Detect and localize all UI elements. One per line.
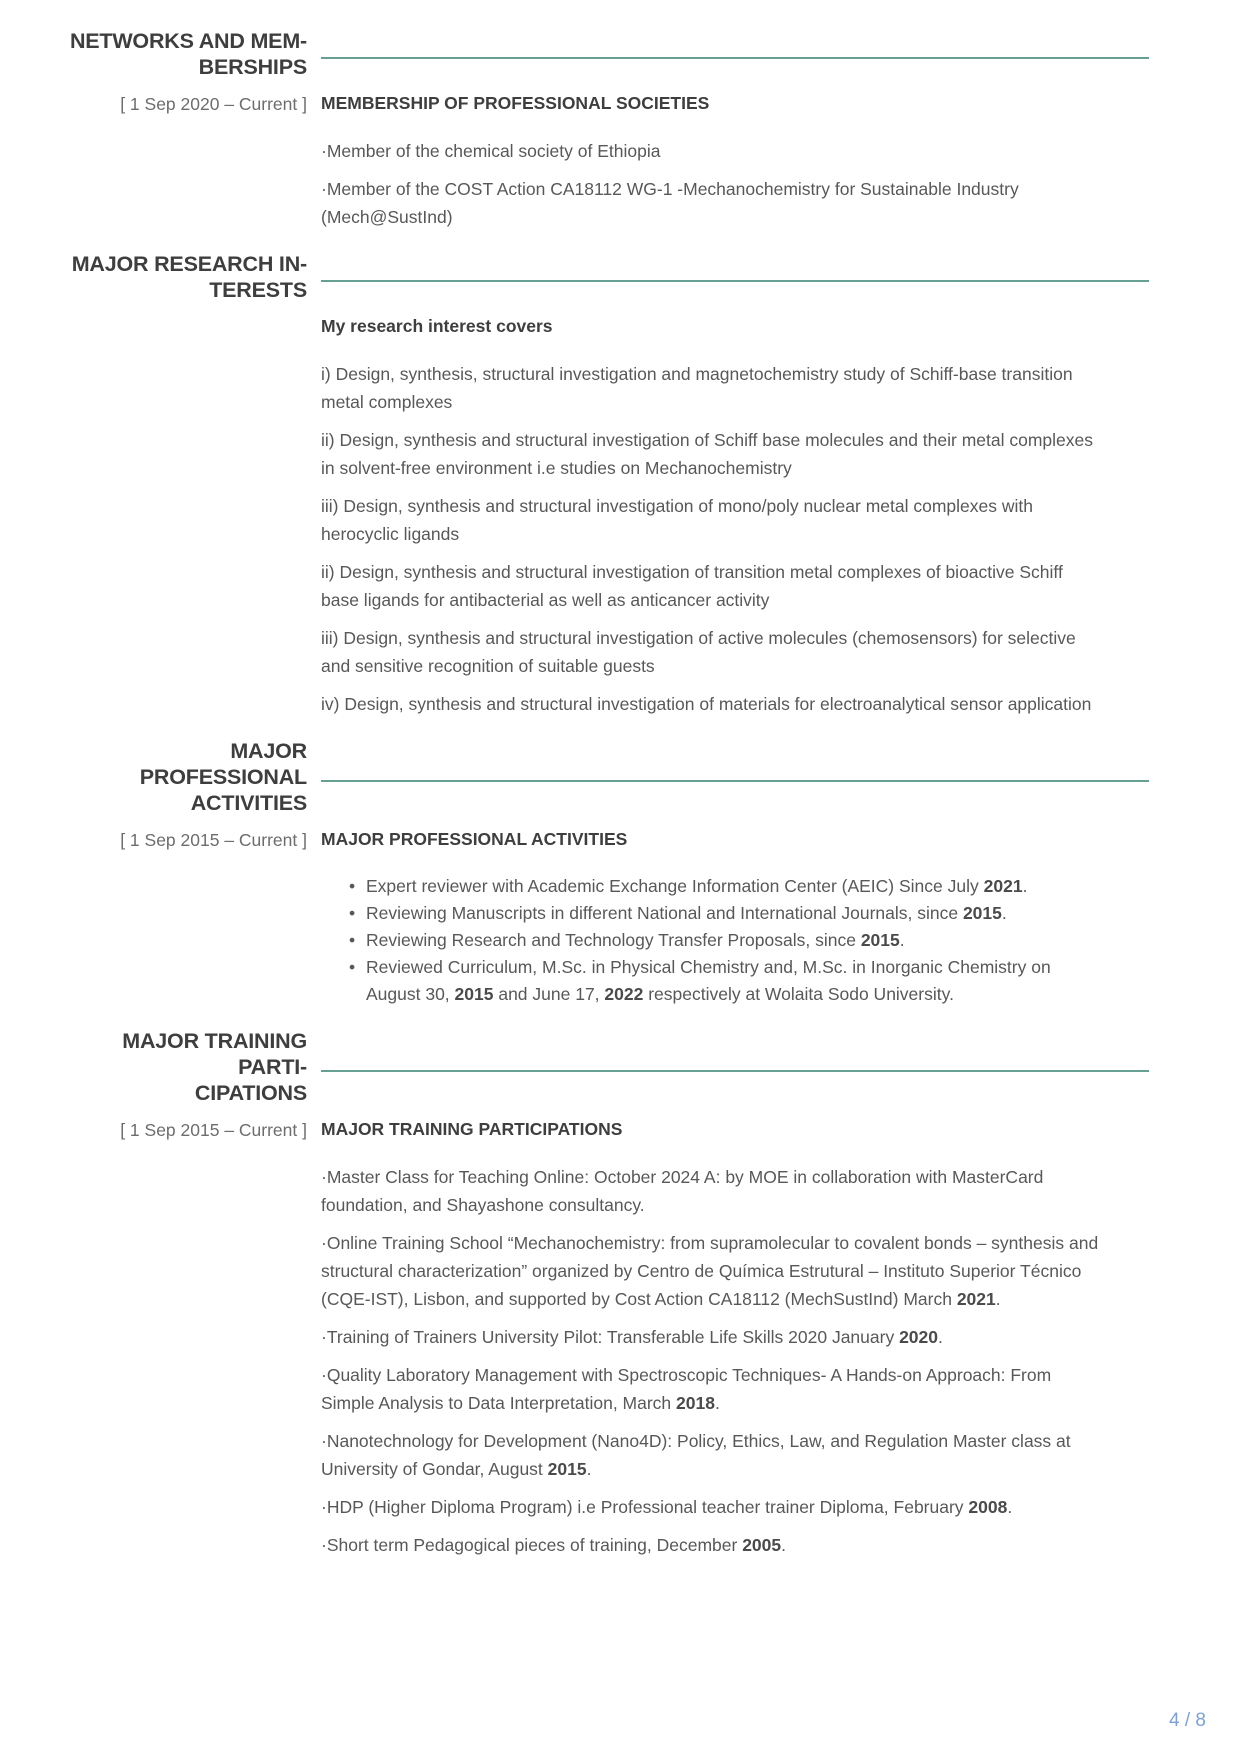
paragraph: ·Training of Trainers University Pilot: Transferable Life Skills 2020 January 2020.: [321, 1327, 943, 1347]
section-divider-rule: [321, 280, 1149, 282]
paragraph: ·Member of the chemical society of Ethiopia: [321, 141, 661, 161]
section-title: [60, 28, 307, 80]
section-title: [60, 1028, 307, 1106]
paragraph: ·Online Training School “Mechanochemistry: from supramolecular to covalent bonds – synthesis and structural characterization” organized by Centro de Química Estrutural – Instituto Superior Técnico (CQE-IST), Lisbon, and supported by Cost Action CA18112 (MechSustInd) March 2021.: [321, 1233, 1099, 1309]
entry-title: MAJOR PROFESSIONAL ACTIVITIES: [321, 829, 628, 849]
list-item: • Reviewing Research and Technology Transfer Proposals, since 2015.: [349, 927, 1101, 954]
paragraph: iv) Design, synthesis and structural investigation of materials for electroanalytical sensor application: [321, 694, 1092, 714]
list-item: • Reviewing Manuscripts in different National and International Journals, since 2015.: [349, 900, 1101, 927]
section-title-line: ACTIVITIES: [190, 791, 307, 815]
paragraph: ·Short term Pedagogical pieces of training, December 2005.: [321, 1535, 786, 1555]
entry-title: MAJOR TRAINING PARTICIPATIONS: [321, 1119, 623, 1139]
section-title-line: CIPATIONS: [194, 1081, 307, 1105]
paragraph: ii) Design, synthesis and structural investigation of Schiff base molecules and their metal complexes in solvent-free environment i.e studies on Mechanochemistry: [321, 430, 1093, 478]
section-title-line: TERESTS: [209, 278, 307, 302]
section-divider-rule: [321, 780, 1149, 782]
section-title: [60, 251, 307, 303]
paragraph: ·Nanotechnology for Development (Nano4D): Policy, Ethics, Law, and Regulation Master class at University of Gondar, August 2015.: [321, 1431, 1071, 1479]
section-networks-and-memberships: [0, 28, 1240, 241]
section-title: [60, 738, 307, 816]
section-title-line: MAJOR RESEARCH IN-: [71, 252, 307, 276]
paragraph: i) Design, synthesis, structural investigation and magnetochemistry study of Schiff-base transition metal complexes: [321, 364, 1073, 412]
entry-title: MEMBERSHIP OF PROFESSIONAL SOCIETIES: [321, 93, 710, 113]
section-divider-rule: [321, 1070, 1149, 1072]
section-title-line: BERSHIPS: [198, 55, 307, 79]
section-content: [321, 93, 1149, 241]
date-range: [ 1 Sep 2020 – Current ]: [120, 94, 307, 114]
list-item: • Expert reviewer with Academic Exchange Information Center (AEIC) Since July 2021.: [349, 873, 1101, 900]
section-content: [321, 316, 1149, 728]
date-range-empty: [60, 316, 307, 728]
paragraph: ·HDP (Higher Diploma Program) i.e Professional teacher trainer Diploma, February 2008.: [321, 1497, 1013, 1517]
page-number: 4 / 8: [1169, 1710, 1206, 1731]
list-item: • Reviewed Curriculum, M.Sc. in Physical Chemistry and, M.Sc. in Inorganic Chemistry on August 30, 2015 and June 17, 2022 respectively at Wolaita Sodo University.: [349, 954, 1101, 1008]
section-divider-rule: [321, 57, 1149, 59]
paragraph: ·Quality Laboratory Management with Spectroscopic Techniques- A Hands-on Approach: From Simple Analysis to Data Interpretation, March 2018.: [321, 1365, 1052, 1413]
paragraph: ii) Design, synthesis and structural investigation of transition metal complexes of bioactive Schiff base ligands for antibacterial as well as anticancer activity: [321, 562, 1063, 610]
paragraph: ·Member of the COST Action CA18112 WG-1 -Mechanochemistry for Sustainable Industry (Mech@SustInd): [321, 179, 1019, 227]
section-content: [321, 1119, 1149, 1569]
paragraph: iii) Design, synthesis and structural investigation of mono/poly nuclear metal complexes with herocyclic ligands: [321, 496, 1033, 544]
section-major-professional-activities: [0, 738, 1240, 1018]
paragraph: iii) Design, synthesis and structural investigation of active molecules (chemosensors) for selective and sensitive recognition of suitable guests: [321, 628, 1076, 676]
entry-title: My research interest covers: [321, 316, 553, 336]
date-range: [ 1 Sep 2015 – Current ]: [120, 1120, 307, 1140]
activities-list: [321, 873, 1101, 1008]
paragraph: ·Master Class for Teaching Online: October 2024 A: by MOE in collaboration with MasterCard foundation, and Shayashone consultancy.: [321, 1167, 1044, 1215]
section-title-line: MAJOR PROFESSIONAL: [139, 739, 307, 789]
section-title-line: NETWORKS AND MEM-: [69, 29, 307, 53]
section-title-line: MAJOR TRAINING PARTI-: [122, 1029, 307, 1079]
section-major-research-interests: [0, 251, 1240, 728]
section-content: [321, 829, 1149, 1018]
section-major-training-participations: [0, 1028, 1240, 1569]
date-range: [ 1 Sep 2015 – Current ]: [120, 830, 307, 850]
